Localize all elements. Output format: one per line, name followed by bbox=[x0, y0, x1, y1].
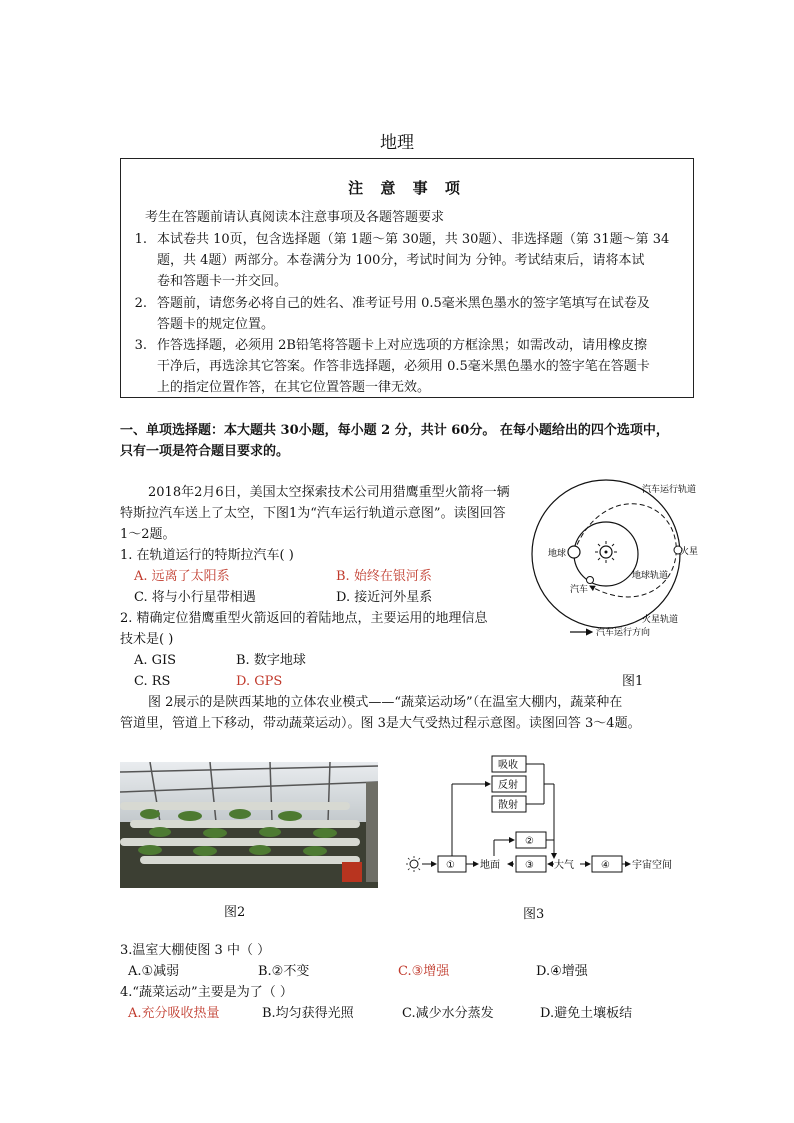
box-4: ④ bbox=[601, 860, 610, 871]
notice-item-line: 干净后，再选涂其它答案。作答非选择题，必须用 0.5毫米黑色墨水的签字笔在答题卡 bbox=[157, 359, 650, 374]
q3-option-a[interactable]: A.①减弱 bbox=[128, 964, 180, 979]
sun-icon bbox=[406, 856, 420, 872]
q1-option-d[interactable]: D. 接近河外星系 bbox=[336, 590, 433, 605]
notice-item-number: 1. bbox=[134, 232, 147, 247]
figure-2-greenhouse-photo bbox=[120, 762, 378, 888]
q2-option-c[interactable]: C. RS bbox=[134, 674, 171, 689]
notice-item-line: 作答选择题，必须用 2B铅笔将答题卡上对应选项的方框涂黑；如需改动，请用橡皮擦 bbox=[157, 338, 647, 353]
question-3-stem: 3.温室大棚使图 3 中（ ） bbox=[120, 943, 271, 958]
q2-option-d[interactable]: D. GPS bbox=[236, 674, 283, 689]
figure-3-heating-diagram bbox=[404, 748, 704, 888]
passage-line: 2018年2月6日，美国太空探索技术公司用猎鹰重型火箭将一辆 bbox=[148, 485, 510, 500]
section-heading-line: 一、单项选择题：本大题共 30小题，每小题 2 分，共计 60分。 在每小题给出的四个选项中， bbox=[120, 423, 669, 438]
notice-heading: 注 意 事 项 bbox=[348, 179, 466, 197]
notice-item-line: 题，共 4题）两部分。本卷满分为 100分，考试时间为 分钟。考试结束后，请将本试 bbox=[157, 253, 645, 268]
page-title: 地理 bbox=[380, 133, 414, 153]
figure-2-caption: 图2 bbox=[224, 905, 246, 920]
label-atmosphere: 大气 bbox=[554, 860, 574, 871]
q1-option-a[interactable]: A. 远离了太阳系 bbox=[134, 569, 230, 584]
q1-option-c[interactable]: C. 将与小行星带相遇 bbox=[134, 590, 256, 605]
question-4-stem: 4.“蔬菜运动”主要是为了（ ） bbox=[120, 985, 293, 1000]
passage-line: 特斯拉汽车送上了太空，下图1为“汽车运行轨道示意图”。读图回答 bbox=[120, 506, 506, 521]
figure-3-caption: 图3 bbox=[523, 907, 545, 922]
q4-option-a[interactable]: A.充分吸收热量 bbox=[128, 1006, 220, 1021]
passage-line: 管道里，管道上下移动，带动蔬菜运动）。图 3是大气受热过程示意图。读图回答 3～4题。 bbox=[120, 716, 641, 731]
box-1: ① bbox=[446, 860, 455, 871]
q3-option-c[interactable]: C.③增强 bbox=[398, 964, 450, 979]
box-3: ③ bbox=[525, 860, 534, 871]
label-earth-orbit: 地球轨道 bbox=[632, 571, 669, 581]
notice-box bbox=[120, 158, 694, 398]
q4-option-b[interactable]: B.均匀获得光照 bbox=[262, 1006, 354, 1021]
box-2: ② bbox=[525, 836, 534, 847]
q2-option-b[interactable]: B. 数字地球 bbox=[236, 653, 306, 668]
q3-option-b[interactable]: B.②不变 bbox=[258, 964, 310, 979]
notice-item-line: 答题卡的规定位置。 bbox=[157, 317, 275, 332]
label-earth: 地球 bbox=[548, 549, 567, 559]
q3-option-d[interactable]: D.④增强 bbox=[536, 964, 588, 979]
notice-item-line: 本试卷共 10页，包含选择题（第 1题～第 30题，共 30题）、非选择题（第 31题～第 34 bbox=[157, 232, 670, 247]
label-direction: 汽车运行方向 bbox=[596, 628, 651, 638]
q4-option-d[interactable]: D.避免土壤板结 bbox=[540, 1006, 633, 1021]
box-scatter: 散射 bbox=[498, 800, 518, 811]
figure-1-orbit-diagram bbox=[530, 474, 700, 644]
sun-icon bbox=[595, 541, 617, 563]
passage-line: 1～2题。 bbox=[120, 527, 176, 542]
car-icon bbox=[587, 577, 594, 584]
earth-icon bbox=[568, 546, 580, 558]
q1-option-b[interactable]: B. 始终在银河系 bbox=[336, 569, 432, 584]
label-space: 宇宙空间 bbox=[632, 860, 672, 871]
notice-item-number: 3. bbox=[134, 338, 147, 353]
notice-item-line: 上的指定位置作答，在其它位置答题一律无效。 bbox=[157, 380, 431, 395]
question-2-stem: 2. 精确定位猎鹰重型火箭返回的着陆地点，主要运用的地理信息 bbox=[120, 611, 488, 626]
box-absorb: 吸收 bbox=[498, 760, 518, 771]
label-mars: 火星 bbox=[680, 547, 699, 557]
section-heading-line: 只有一项是符合题目要求的。 bbox=[120, 444, 290, 459]
label-ground: 地面 bbox=[480, 860, 500, 871]
notice-intro: 考生在答题前请认真阅读本注意事项及各题答题要求 bbox=[145, 210, 445, 225]
q2-option-a[interactable]: A. GIS bbox=[134, 653, 177, 668]
question-2-stem: 技术是( ) bbox=[120, 632, 174, 647]
notice-item-line: 答题前，请您务必将自己的姓名、准考证号用 0.5毫米黑色墨水的签字笔填写在试卷及 bbox=[157, 296, 650, 311]
figure-1-caption: 图1 bbox=[622, 674, 644, 689]
passage-line: 图 2展示的是陕西某地的立体农业模式——“蔬菜运动场”（在温室大棚内，蔬菜种在 bbox=[148, 695, 623, 710]
box-reflect: 反射 bbox=[498, 780, 518, 791]
earth-orbit bbox=[574, 522, 638, 586]
label-car-orbit: 汽车运行轨道 bbox=[642, 485, 697, 495]
notice-item-line: 卷和答题卡一并交回。 bbox=[157, 274, 288, 289]
question-1-stem: 1. 在轨道运行的特斯拉汽车( ) bbox=[120, 548, 294, 563]
q4-option-c[interactable]: C.减少水分蒸发 bbox=[402, 1006, 494, 1021]
label-mars-orbit: 火星轨道 bbox=[642, 615, 679, 625]
label-car: 汽车 bbox=[570, 585, 589, 595]
notice-item-number: 2. bbox=[134, 296, 147, 311]
